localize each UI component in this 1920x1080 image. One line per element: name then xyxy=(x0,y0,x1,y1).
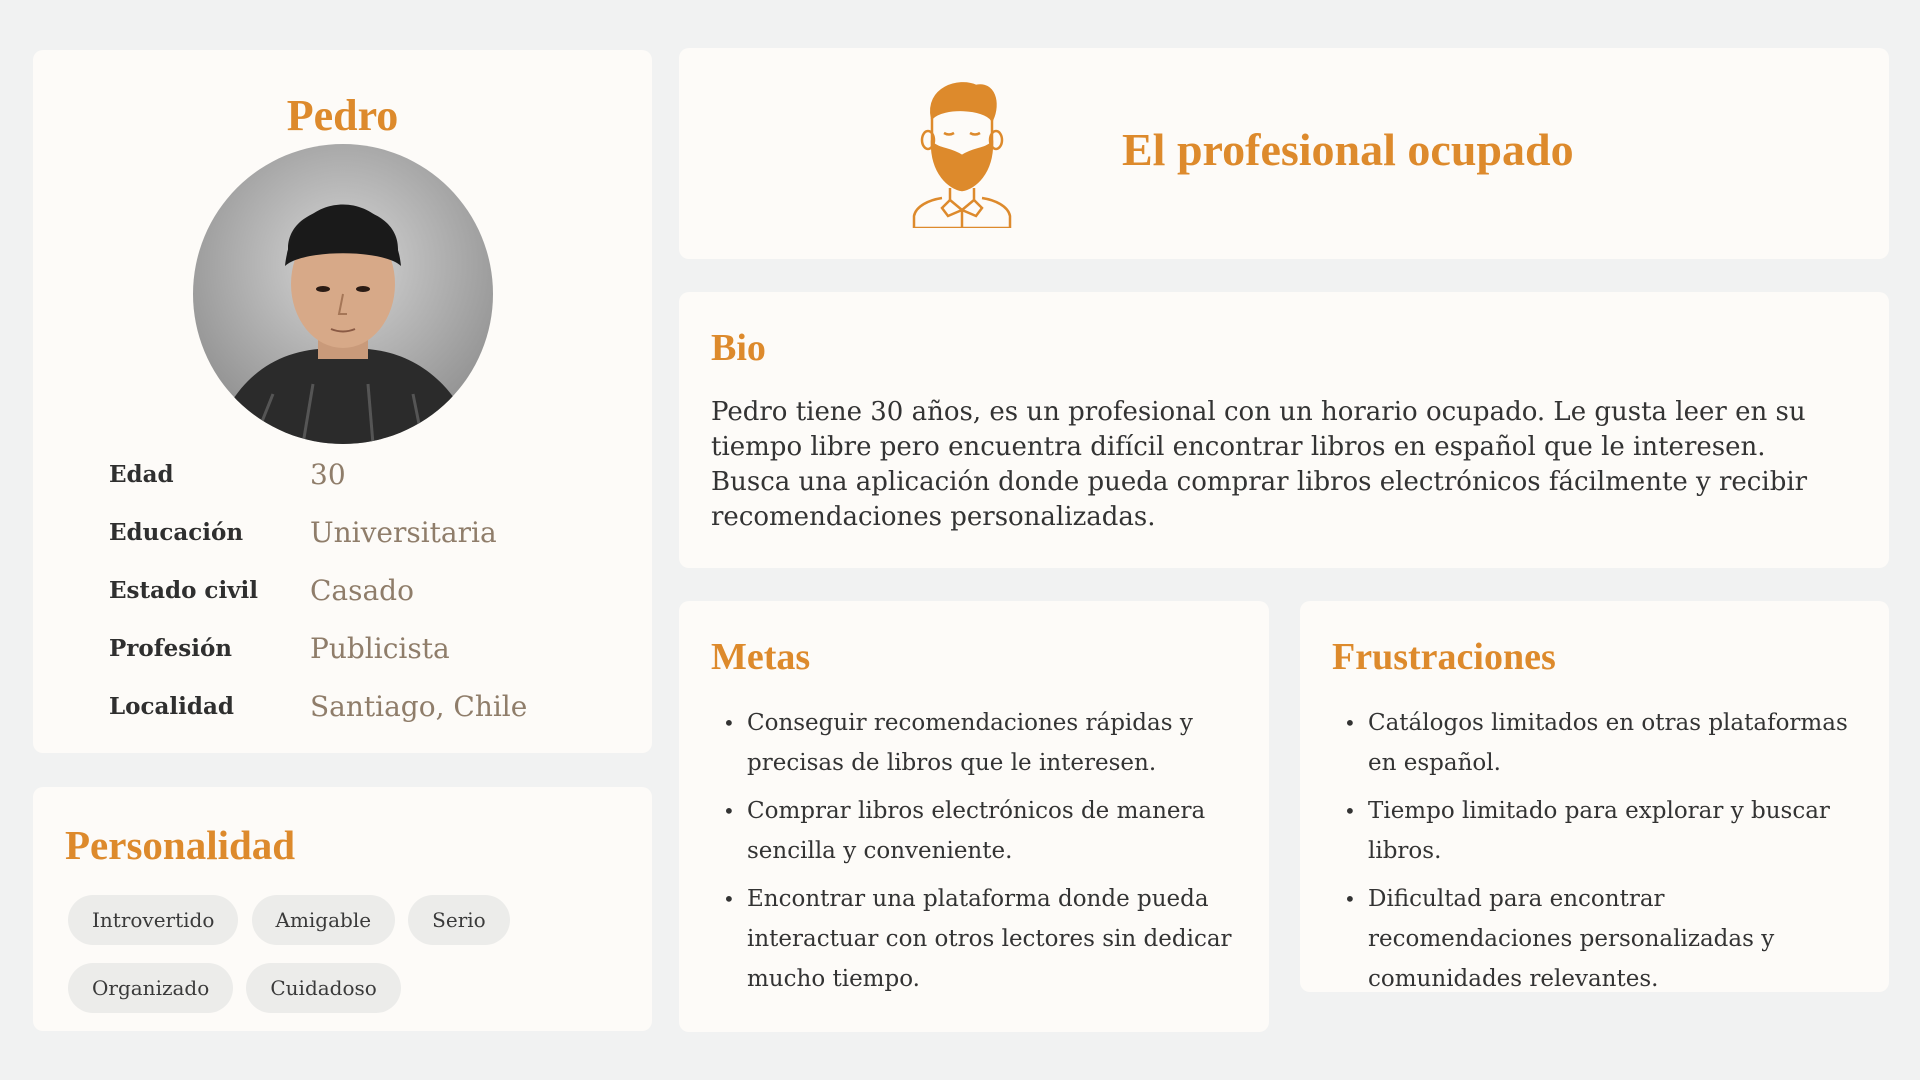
bearded-man-icon-svg xyxy=(904,78,1014,228)
bio-text xyxy=(711,395,1871,535)
attributes-list xyxy=(109,445,629,735)
frustrations-card xyxy=(1300,601,1889,992)
frustrations-list xyxy=(1332,703,1862,1007)
goal-item: • Conseguir recomendaciones rápidas y precisas de libros que le interesen. xyxy=(711,703,1241,783)
attribute-row-location xyxy=(109,677,629,735)
personality-title: Personalidad xyxy=(65,822,296,868)
attribute-row-profession xyxy=(109,619,629,677)
goals-title: Metas xyxy=(711,636,811,678)
attribute-label: Localidad xyxy=(109,692,234,720)
goal-item: • Comprar libros electrónicos de manera sencilla y conveniente. xyxy=(711,791,1241,871)
attribute-row-marital-status xyxy=(109,561,629,619)
attribute-value: Universitaria xyxy=(310,515,497,549)
bio-title: Bio xyxy=(711,327,766,369)
attribute-label: Profesión xyxy=(109,634,233,662)
attribute-value: Casado xyxy=(310,573,414,607)
profile-photo-image xyxy=(193,144,493,444)
goals-list xyxy=(711,703,1241,1007)
personality-tag: Cuidadoso xyxy=(246,963,400,1013)
attribute-label: Estado civil xyxy=(109,576,259,604)
frustration-item: • Catálogos limitados en otras plataformas en español. xyxy=(1332,703,1862,783)
personality-card xyxy=(33,787,652,1031)
goal-item: • Encontrar una plataforma donde pueda interactuar con otros lectores sin dedicar mucho tiempo. xyxy=(711,879,1241,999)
attribute-value: Publicista xyxy=(310,631,450,665)
frustrations-title: Frustraciones xyxy=(1332,636,1556,678)
goals-card xyxy=(679,601,1269,1032)
attribute-label: Educación xyxy=(109,518,244,546)
attribute-value: Santiago, Chile xyxy=(310,689,528,723)
bio-card xyxy=(679,292,1889,568)
bearded-man-icon xyxy=(904,78,1014,228)
profile-card xyxy=(33,50,652,753)
bio-paragraph: Pedro tiene 30 años, es un profesional con un horario ocupado. Le gusta leer en su tiempo libre pero encuentra difícil encontrar libros en español que le interesen. xyxy=(711,397,1806,462)
personality-tag: Introvertido xyxy=(68,895,238,945)
personality-tag: Serio xyxy=(408,895,510,945)
attribute-value: 30 xyxy=(310,457,346,491)
persona-title-card xyxy=(679,48,1889,259)
frustration-item: • Tiempo limitado para explorar y buscar libros. xyxy=(1332,791,1862,871)
profile-photo xyxy=(193,144,493,444)
personality-tag: Amigable xyxy=(252,895,396,945)
bio-paragraph: Busca una aplicación donde pueda comprar libros electrónicos fácilmente y recibir recomendaciones personalizadas. xyxy=(711,467,1808,532)
attribute-label: Edad xyxy=(109,460,174,488)
personality-tag: Organizado xyxy=(68,963,233,1013)
persona-name: Pedro xyxy=(286,91,399,140)
personality-tags xyxy=(68,895,628,1031)
attribute-row-age xyxy=(109,445,629,503)
attribute-row-education xyxy=(109,503,629,561)
persona-archetype-title: El profesional ocupado xyxy=(1122,124,1574,175)
frustration-item: • Dificultad para encontrar recomendaciones personalizadas y comunidades relevantes. xyxy=(1332,879,1862,999)
